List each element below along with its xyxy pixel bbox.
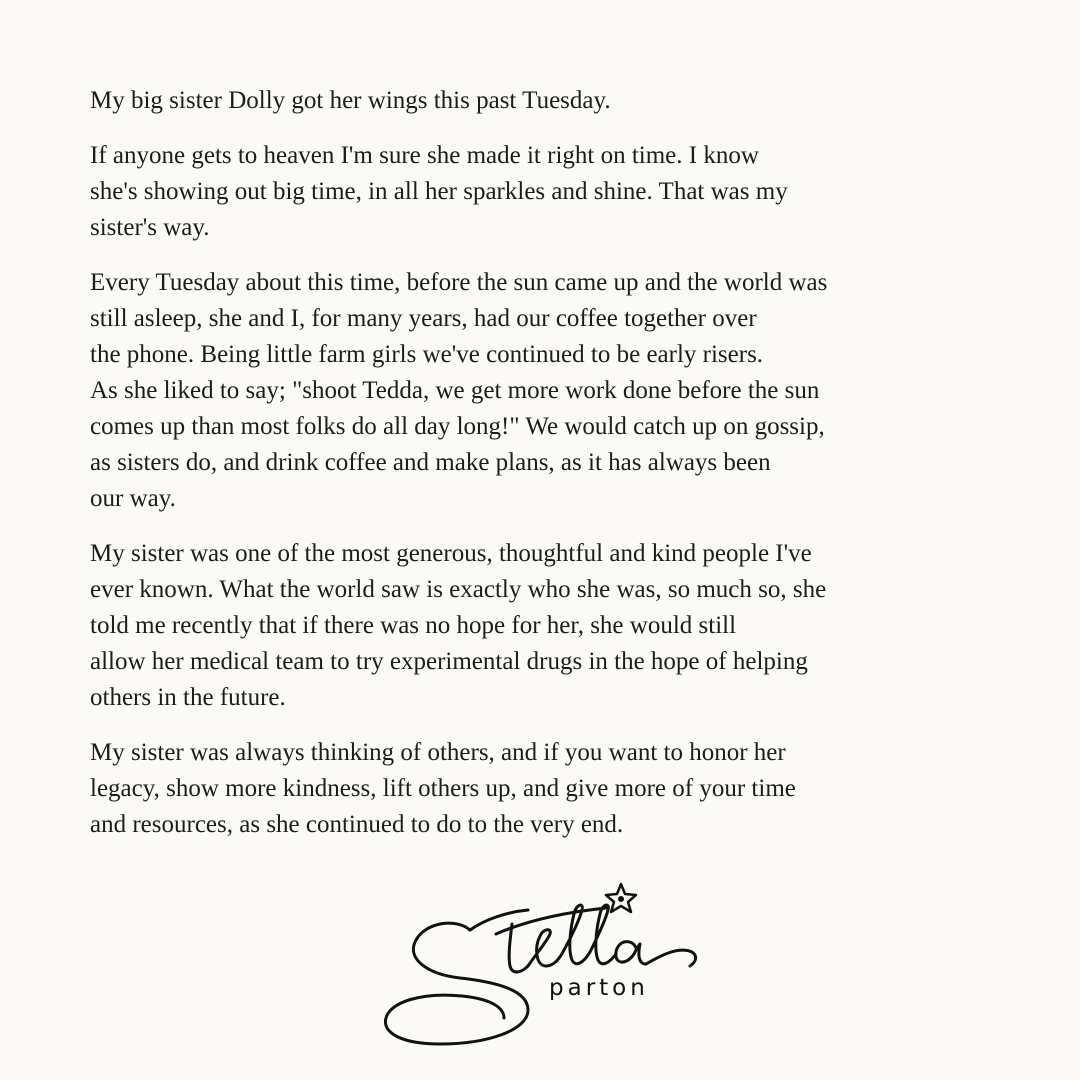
text-line: legacy, show more kindness, lift others up, and give more of your time [90, 775, 796, 802]
letter-body [90, 83, 890, 862]
text-line: and resources, as she continued to do to the very end. [90, 811, 624, 838]
paragraph-5 [90, 735, 890, 843]
text-line: My big sister Dolly got her wings this past Tuesday. [90, 87, 611, 114]
text-line: our way. [90, 485, 176, 512]
text-line: My sister was always thinking of others, and if you want to honor her [90, 739, 786, 766]
star-icon [606, 884, 636, 912]
text-line: As she liked to say; "shoot Tedda, we get more work done before the sun [90, 377, 820, 404]
paragraph-1 [90, 83, 890, 119]
text-line: comes up than most folks do all day long!" We would catch up on gossip, [90, 413, 825, 440]
signature-script [378, 878, 708, 1053]
signature [378, 878, 708, 1053]
text-line: sister's way. [90, 214, 210, 241]
text-line: others in the future. [90, 684, 286, 711]
text-line: My sister was one of the most generous, thoughtful and kind people I've [90, 540, 812, 567]
paragraph-3 [90, 265, 890, 517]
text-line: as sisters do, and drink coffee and make plans, as it has always been [90, 449, 771, 476]
text-line: she's showing out big time, in all her sparkles and shine. That was my [90, 178, 788, 205]
paragraph-4 [90, 536, 890, 716]
text-line: ever known. What the world saw is exactly who she was, so much so, she [90, 576, 827, 603]
paragraph-2 [90, 138, 890, 246]
text-line: If anyone gets to heaven I'm sure she made it right on time. I know [90, 142, 759, 169]
signature-printed-name: parton [549, 975, 649, 1001]
text-line: allow her medical team to try experimental drugs in the hope of helping [90, 648, 808, 675]
text-line: Every Tuesday about this time, before the sun came up and the world was [90, 269, 828, 296]
text-line: told me recently that if there was no hope for her, she would still [90, 612, 737, 639]
text-line: still asleep, she and I, for many years, had our coffee together over [90, 305, 757, 332]
text-line: the phone. Being little farm girls we've continued to be early risers. [90, 341, 764, 368]
